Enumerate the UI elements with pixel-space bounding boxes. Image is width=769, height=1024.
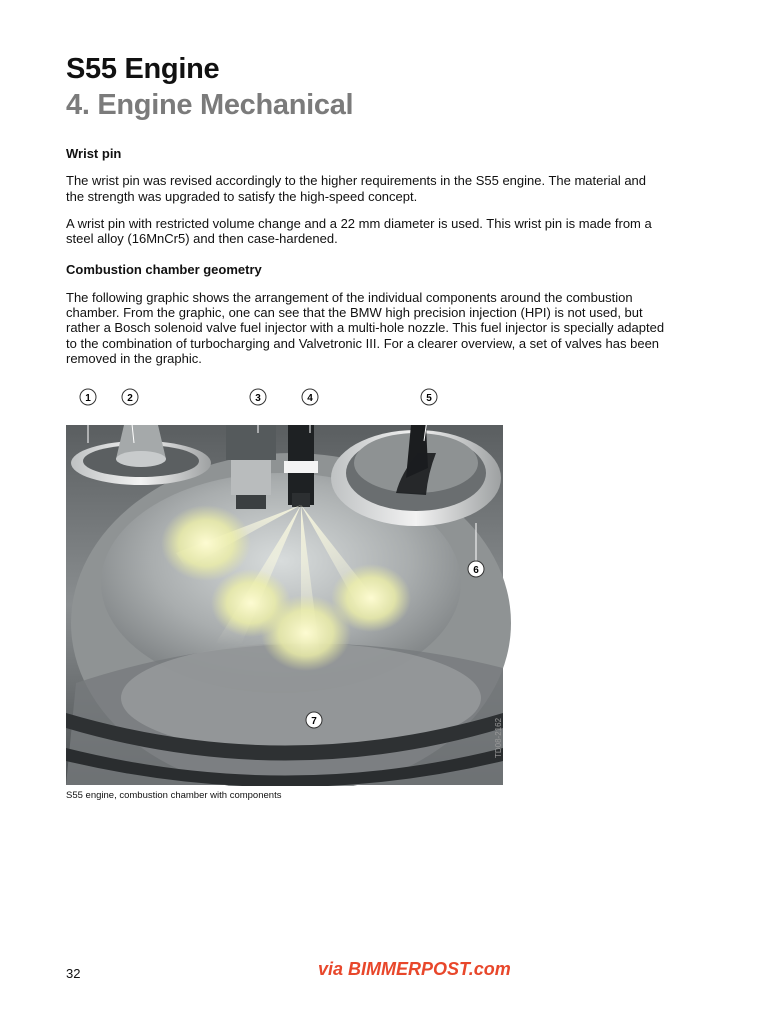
callout-7: 7 xyxy=(311,716,317,727)
wrist-pin-paragraph-1: The wrist pin was revised accordingly to the higher requirements in the S55 engine. The material and the strength was upgraded to satisfy the high-speed concept. xyxy=(66,173,647,204)
figure-caption: S55 engine, combustion chamber with components xyxy=(66,790,282,801)
page-title: S55 Engine xyxy=(66,53,220,85)
section-title: 4. Engine Mechanical xyxy=(66,89,354,121)
callout-1: 1 xyxy=(85,393,91,404)
combustion-chamber-figure xyxy=(66,383,516,786)
combustion-paragraph: The following graphic shows the arrangement of the individual components around the combustion chamber. From the graphic, one can see that the BMW high precision injection (HPI) is not used, but rather a Bosch solenoid valve fuel injector with a multi-hole nozzle. This fuel injector is specially adapted to the combination of turbocharging and Valvetronic III. For a clearer overview, a set of valves has been removed in the graphic. xyxy=(66,289,665,366)
callout-6: 6 xyxy=(473,565,479,576)
callout-3: 3 xyxy=(255,393,261,404)
combustion-heading: Combustion chamber geometry xyxy=(66,262,262,278)
watermark: via BIMMERPOST.com xyxy=(318,959,511,979)
wrist-pin-paragraph-2: A wrist pin with restricted volume change and a 22 mm diameter is used. This wrist pin is made from a steel alloy (16MnCr5) and then case-hardened. xyxy=(66,215,652,247)
figure-code: TD08-2162 xyxy=(494,717,503,758)
body-text xyxy=(66,146,666,378)
callout-4: 4 xyxy=(307,393,313,404)
callout-2: 2 xyxy=(127,393,133,404)
callout-5: 5 xyxy=(426,393,432,404)
wrist-pin-heading: Wrist pin xyxy=(66,146,122,161)
page-number: 32 xyxy=(66,966,81,981)
engine-illustration xyxy=(66,383,516,786)
